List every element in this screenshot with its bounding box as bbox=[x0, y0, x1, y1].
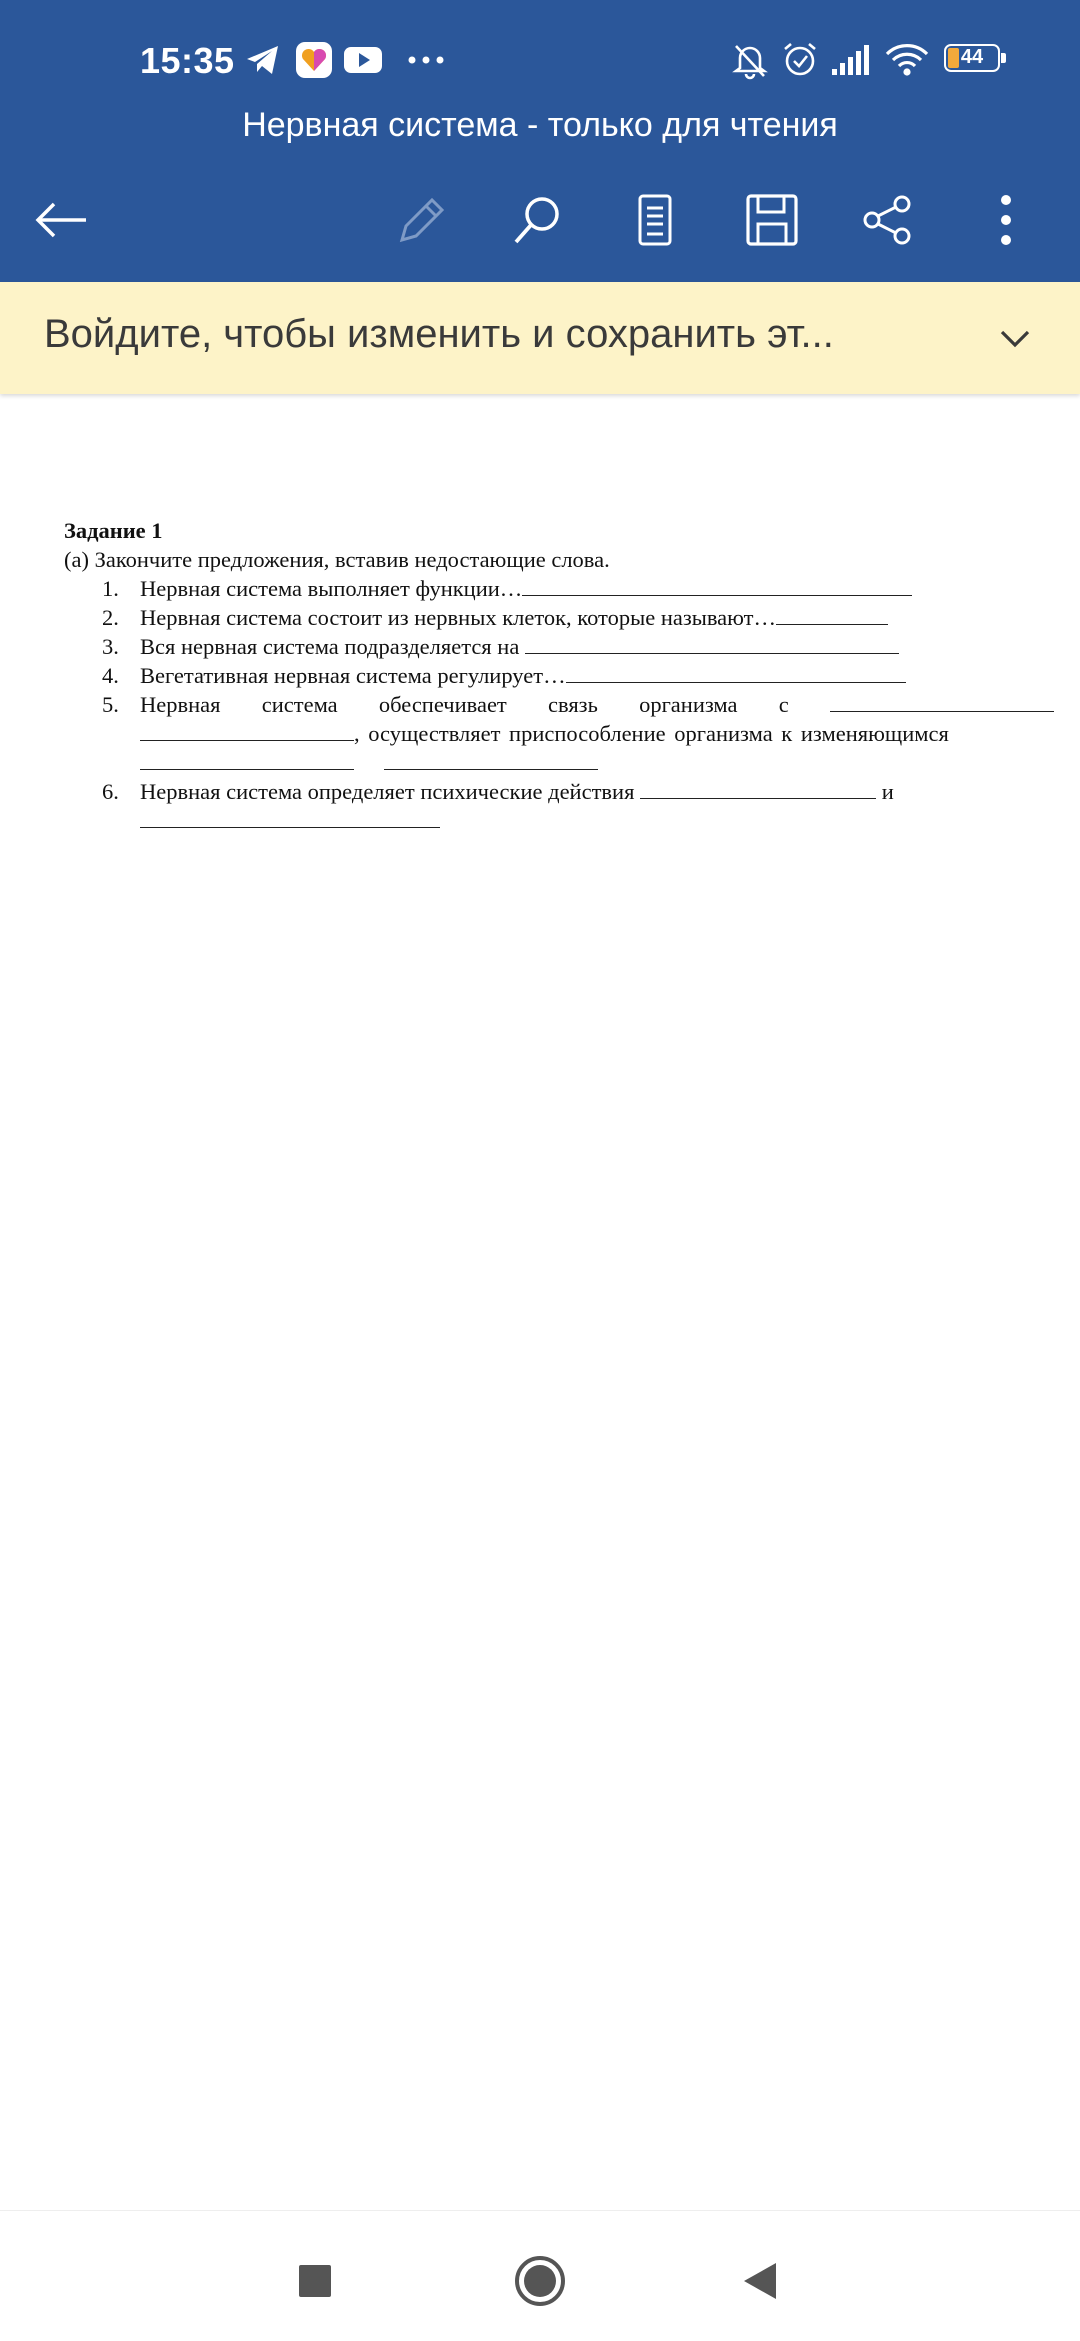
answer-blank bbox=[140, 749, 354, 770]
status-time: 15:35 bbox=[140, 40, 235, 81]
item-line bbox=[140, 806, 1054, 835]
list-item bbox=[64, 690, 1054, 777]
chevron-down-icon bbox=[999, 329, 1031, 349]
answer-blank bbox=[140, 720, 354, 741]
list-item bbox=[64, 777, 1054, 835]
reading-view-icon bbox=[635, 192, 675, 248]
item-text: и bbox=[881, 779, 894, 804]
answer-blank bbox=[384, 749, 598, 770]
edit-button[interactable] bbox=[382, 180, 462, 260]
task-title: Задание 1 bbox=[64, 518, 163, 543]
answer-blank bbox=[640, 778, 876, 799]
item-number: 6. bbox=[102, 779, 119, 804]
home-circle-icon bbox=[514, 2255, 566, 2307]
more-options-button[interactable] bbox=[966, 180, 1046, 260]
item-text: Вся нервная система подразделяется на bbox=[140, 634, 520, 659]
item-number: 4. bbox=[102, 663, 119, 688]
status-bar bbox=[0, 0, 1080, 120]
task-instruction: (а) Закончите предложения, вставив недостающие слова. bbox=[64, 547, 610, 572]
edit-pencil-icon bbox=[394, 192, 450, 248]
save-icon bbox=[744, 192, 800, 248]
search-icon bbox=[510, 192, 566, 248]
wifi-icon bbox=[884, 38, 930, 82]
mute-bell-icon bbox=[730, 38, 770, 82]
reading-view-button[interactable] bbox=[615, 180, 695, 260]
item-word: организма bbox=[639, 692, 738, 717]
item-text: Нервная система выполняет функции… bbox=[140, 576, 523, 601]
banner-text: Войдите, чтобы изменить и сохранить эт... bbox=[44, 312, 834, 356]
more-options-icon bbox=[996, 192, 1016, 248]
back-arrow-icon bbox=[34, 200, 90, 240]
item-number: 3. bbox=[102, 634, 119, 659]
back-button[interactable] bbox=[22, 180, 102, 260]
share-button[interactable] bbox=[848, 180, 928, 260]
battery-level: 44 bbox=[960, 46, 984, 68]
item-text: Нервная система состоит из нервных клеток, которые называют… bbox=[140, 605, 777, 630]
back-triangle-icon bbox=[742, 2261, 778, 2301]
sign-in-banner[interactable] bbox=[0, 282, 1080, 394]
answer-blank bbox=[830, 691, 1054, 712]
item-text: Вегетативная нервная система регулирует… bbox=[140, 663, 566, 688]
answer-blank bbox=[522, 575, 912, 596]
item-number: 2. bbox=[102, 605, 119, 630]
item-text: , осуществляет приспособление организма к изменяющимся bbox=[354, 721, 949, 746]
item-line bbox=[140, 690, 1054, 719]
answer-blank bbox=[525, 633, 899, 654]
item-word: обеспечивает bbox=[378, 692, 507, 717]
item-number: 5. bbox=[102, 692, 119, 717]
more-notifications-icon bbox=[404, 38, 448, 82]
list-item bbox=[64, 574, 1054, 603]
item-line bbox=[140, 748, 1054, 777]
share-icon bbox=[860, 192, 916, 248]
home-button[interactable] bbox=[500, 2241, 580, 2321]
answer-blank bbox=[140, 807, 440, 828]
alarm-icon bbox=[780, 38, 820, 82]
banner-expand-button[interactable] bbox=[980, 304, 1050, 374]
document-title: Нервная система - только для чтения bbox=[242, 106, 838, 144]
recents-square-icon bbox=[298, 2264, 332, 2298]
battery-icon bbox=[944, 44, 1008, 76]
system-back-button[interactable] bbox=[720, 2241, 800, 2321]
document-page bbox=[64, 516, 1054, 835]
youtube-icon bbox=[342, 38, 384, 82]
app-heart-icon bbox=[294, 38, 334, 82]
recents-button[interactable] bbox=[275, 2241, 355, 2321]
list-item bbox=[64, 632, 1054, 661]
telegram-icon bbox=[244, 38, 282, 82]
item-word: система bbox=[261, 692, 338, 717]
item-line bbox=[140, 719, 1054, 748]
item-word: с bbox=[778, 692, 789, 717]
item-word: Нервная bbox=[140, 692, 221, 717]
answer-blank bbox=[566, 662, 906, 683]
item-text: Нервная система определяет психические действия bbox=[140, 779, 635, 804]
item-number: 1. bbox=[102, 576, 119, 601]
signal-icon bbox=[830, 38, 872, 82]
save-button[interactable] bbox=[732, 180, 812, 260]
list-item bbox=[64, 603, 1054, 632]
list-item bbox=[64, 661, 1054, 690]
app-header bbox=[0, 0, 1080, 282]
system-nav-bar bbox=[0, 2210, 1080, 2341]
answer-blank bbox=[776, 604, 888, 625]
item-word: связь bbox=[548, 692, 598, 717]
search-button[interactable] bbox=[498, 180, 578, 260]
